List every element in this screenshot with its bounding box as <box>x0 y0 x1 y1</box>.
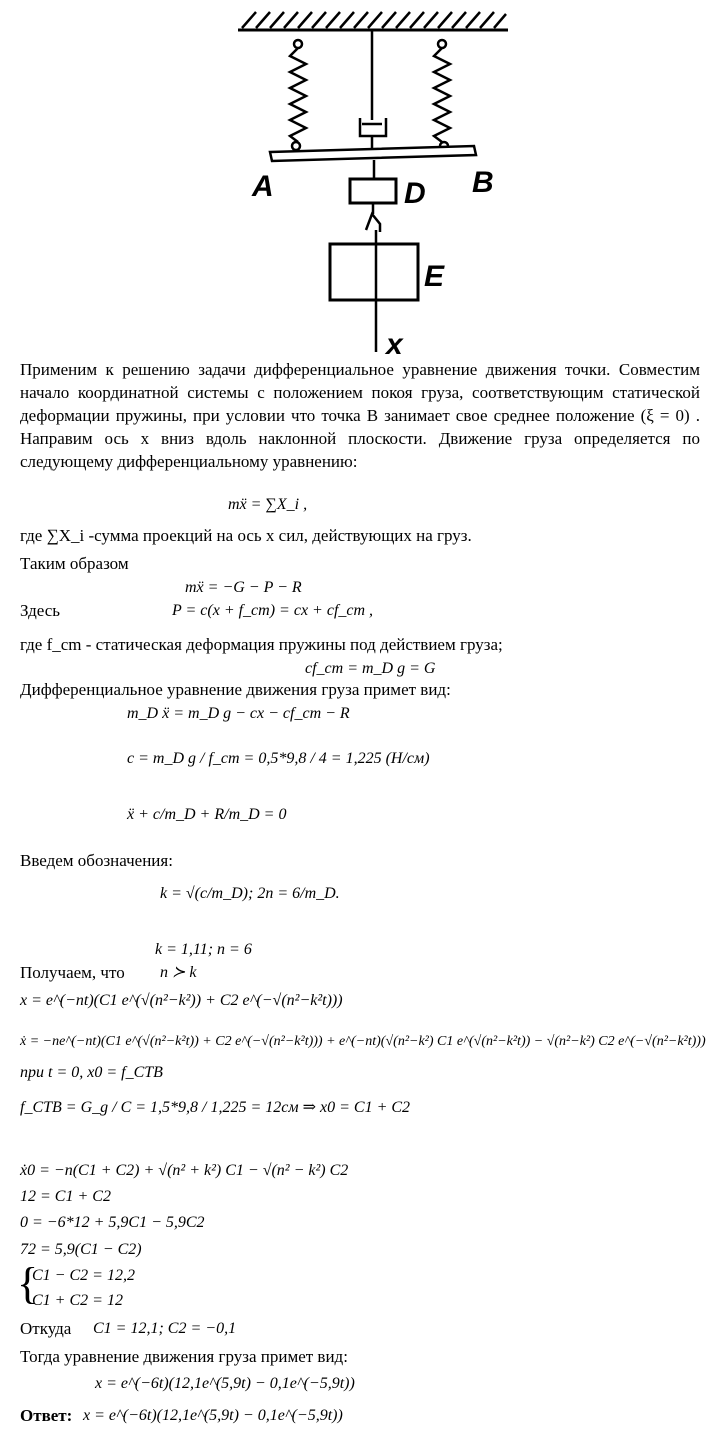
eq-consts: C1 = 12,1; C2 = −0,1 <box>93 1320 237 1337</box>
plate-ab <box>270 146 476 161</box>
eq-diff1: m_D ẍ = m_D g − cx − cf_cm − R <box>127 705 350 722</box>
eq-s2: 0 = −6*12 + 5,9C1 − 5,9C2 <box>20 1214 205 1231</box>
eq-x0dot: ẋ0 = −n(C1 + C2) + √(n² + k²) C1 − √(n² − k²) C2 <box>20 1162 349 1179</box>
where-f: где f_cm - статическая деформация пружины под действием груза; <box>20 635 503 654</box>
eq-xdot: ẋ = −ne^(−nt)(C1 e^(√(n²−k²t)) + C2 e^(−√(n²−k²t))) + e^(−nt)(√(n²−k²) C1 e^(√(n²−k²t)) − √(n²−k²) C2 e^(−√(n²−k²t))) <box>20 1034 706 1049</box>
label-a: A <box>252 170 274 203</box>
eq-x: x = e^(−nt)(C1 e^(√(n²−k²)) + C2 e^(−√(n²−k²t))) <box>20 992 343 1009</box>
eq-c: c = m_D g / f_cm = 0,5*9,8 / 4 = 1,225 (H/см) <box>127 750 430 767</box>
right-spring <box>434 40 450 150</box>
mechanism-figure <box>0 0 716 360</box>
system-brace: { <box>17 1259 39 1308</box>
then: Тогда уравнение движения груза примет вид: <box>20 1347 348 1366</box>
notation: Введем обозначения: <box>20 851 173 870</box>
eq-main: mẍ = ∑X_i , <box>228 496 308 513</box>
where-sum: где ∑X_i -сумма проекций на ось x сил, действующих на груз. <box>20 526 472 545</box>
label-b: B <box>472 166 494 199</box>
eq-p: P = c(x + f_cm) = cx + cf_cm , <box>172 602 374 619</box>
eq-diff2: ẍ + c/m_D + R/m_D = 0 <box>127 806 287 823</box>
n-gt-k: n ≻ k <box>160 964 197 981</box>
eq-values: k = 1,11; n = 6 <box>155 941 252 958</box>
eq-answer: x = e^(−6t)(12,1e^(5,9t) − 0,1e^(−5,9t)) <box>83 1407 343 1424</box>
eq-static: cf_cm = m_D g = G <box>305 660 436 677</box>
label-x: x <box>386 328 403 360</box>
diff-intro: Дифференциальное уравнение движения груза примет вид: <box>20 680 451 699</box>
ceiling <box>238 12 508 30</box>
intro-paragraph: Применим к решению задачи дифференциальное уравнение движения точки. Совместим начало координатной системы с положением покоя груза, соответствующим статической деформации пружины, при условии что точка В занимает свое среднее положение (ξ = 0) . Направим ось x вниз вдоль наклонной плоскости. Движение груза определяется по следующему дифференциальному уравнению: <box>20 360 700 471</box>
whence: Откуда <box>20 1319 72 1338</box>
eq-forces: mẍ = −G − P − R <box>185 579 302 596</box>
eq-kn: k = √(c/m_D); 2n = 6/m_D. <box>160 885 340 902</box>
at-t0: при t = 0, x0 = f_CTB <box>20 1064 163 1081</box>
damper <box>360 30 386 152</box>
left-spring <box>290 40 306 150</box>
eq-final: x = e^(−6t)(12,1e^(5,9t) − 0,1e^(−5,9t)) <box>95 1375 355 1392</box>
eq-s3: 72 = 5,9(C1 − C2) <box>20 1241 142 1258</box>
thus: Таким образом <box>20 554 129 573</box>
eq-fctb: f_CTB = G_g / C = 1,5*9,8 / 1,225 = 12см ⇒ x0 = C1 + C2 <box>20 1099 411 1116</box>
eq-sys2: C1 + C2 = 12 <box>32 1292 123 1309</box>
label-e: E <box>424 260 445 293</box>
block-e <box>330 244 418 300</box>
get-that: Получаем, что <box>20 963 125 982</box>
eq-s1: 12 = C1 + C2 <box>20 1188 111 1205</box>
block-d <box>350 179 396 203</box>
label-d: D <box>404 177 426 210</box>
here: Здесь <box>20 601 61 620</box>
answer-label: Ответ: <box>20 1406 73 1425</box>
eq-sys1: C1 − C2 = 12,2 <box>32 1267 135 1284</box>
connector <box>366 203 380 232</box>
